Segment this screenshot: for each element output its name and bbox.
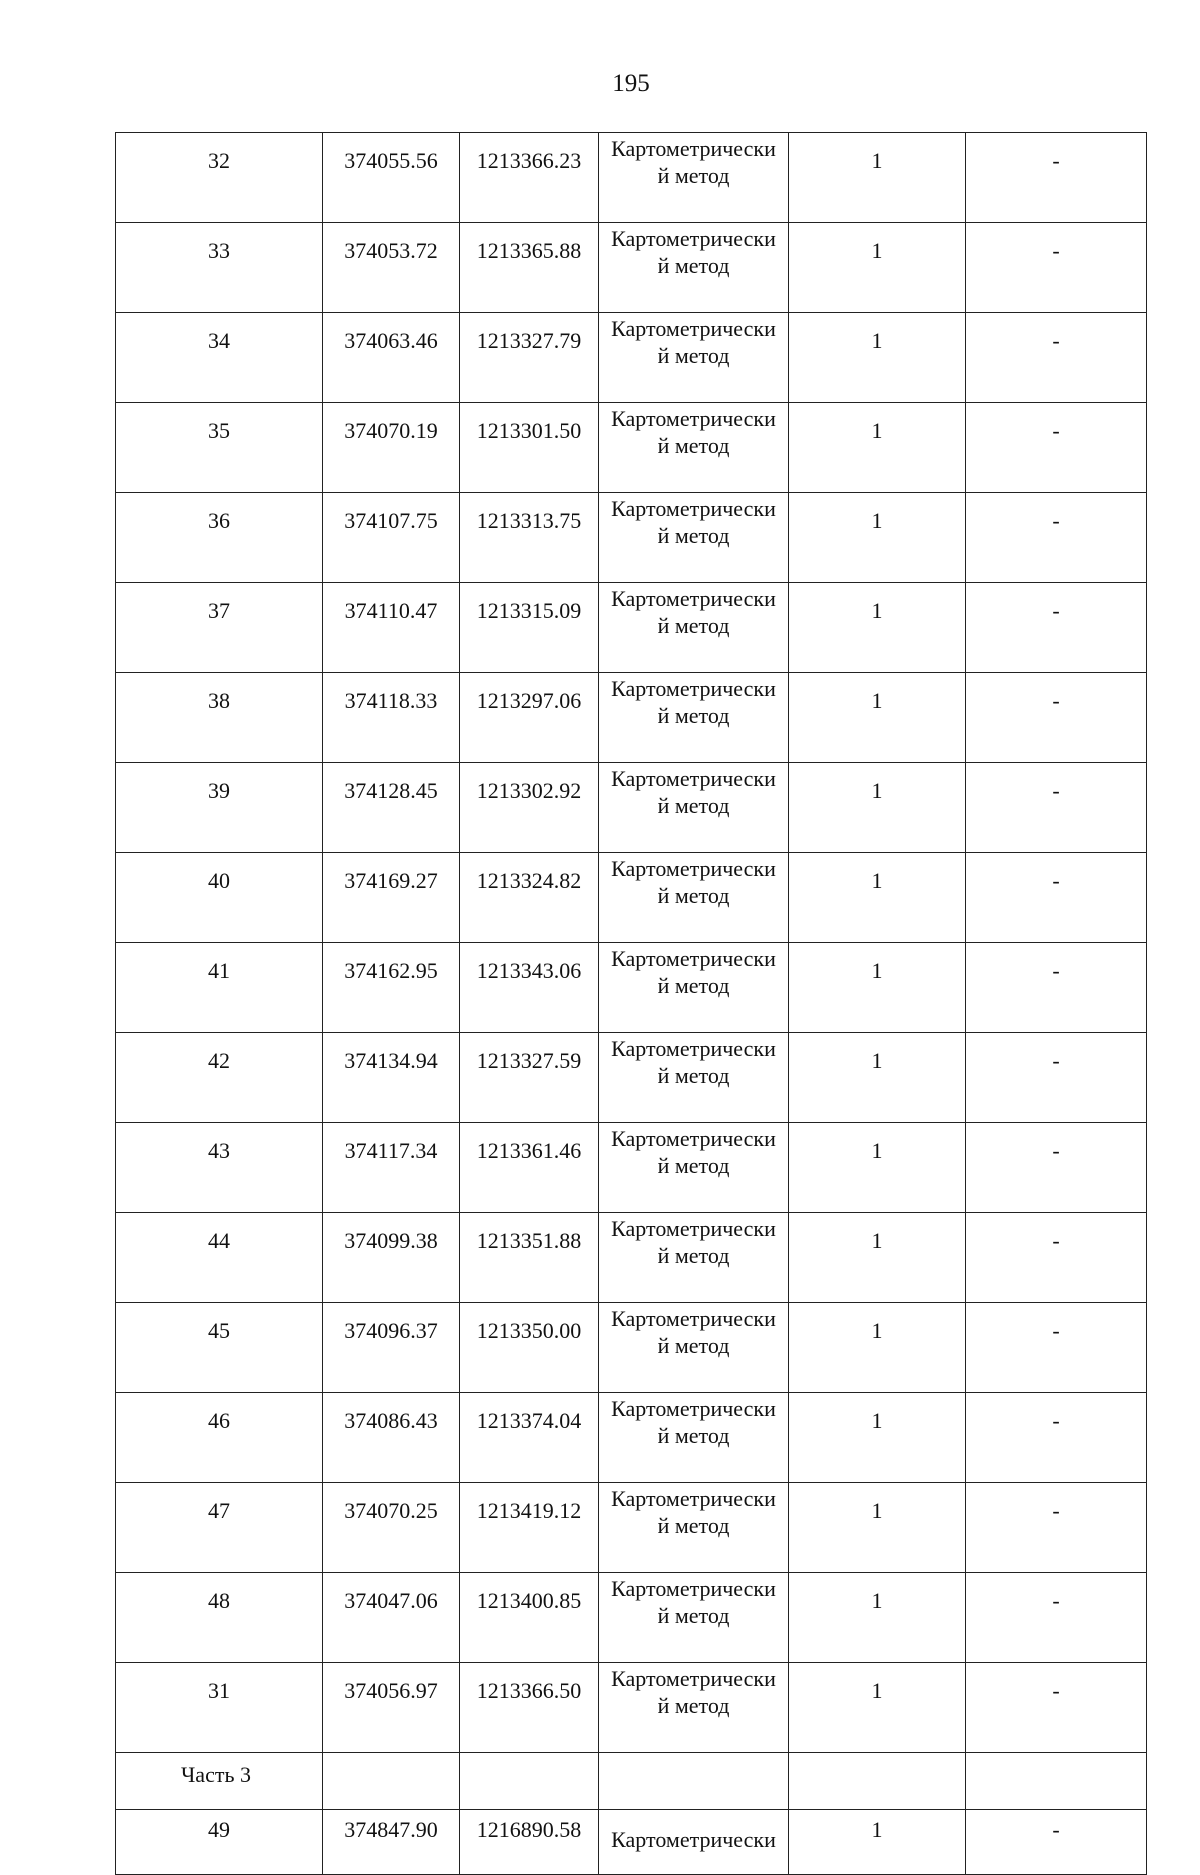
method-line-1: Картометрически — [611, 1486, 776, 1511]
table-row — [116, 1213, 1147, 1303]
note: - — [966, 943, 1147, 1033]
accuracy: 1 — [789, 763, 966, 853]
note: - — [966, 583, 1147, 673]
note: - — [966, 763, 1147, 853]
accuracy: 1 — [789, 1663, 966, 1753]
coord-x: 374169.27 — [323, 853, 460, 943]
method — [599, 1393, 789, 1483]
note: - — [966, 1033, 1147, 1123]
method-line-1: Картометрически — [611, 1036, 776, 1061]
table-row — [116, 583, 1147, 673]
point-number: 42 — [116, 1033, 323, 1123]
table-row — [116, 943, 1147, 1033]
coord-y: 1213366.23 — [460, 133, 599, 223]
coord-y: 1216890.58 — [460, 1810, 599, 1875]
coord-y: 1213327.59 — [460, 1033, 599, 1123]
method — [599, 133, 789, 223]
method-line-1: Картометрически — [611, 136, 776, 161]
note: - — [966, 1213, 1147, 1303]
accuracy: 1 — [789, 1303, 966, 1393]
accuracy: 1 — [789, 853, 966, 943]
method — [599, 403, 789, 493]
accuracy: 1 — [789, 1573, 966, 1663]
table-row — [116, 1033, 1147, 1123]
note: - — [966, 1663, 1147, 1753]
accuracy: 1 — [789, 1033, 966, 1123]
coord-x: 374128.45 — [323, 763, 460, 853]
table-row — [116, 1483, 1147, 1573]
point-number: 37 — [116, 583, 323, 673]
method-line-2: й метод — [657, 613, 730, 638]
table-row — [116, 133, 1147, 223]
table-row — [116, 1393, 1147, 1483]
coord-y: 1213313.75 — [460, 493, 599, 583]
method-line-2: й метод — [657, 1333, 730, 1358]
method — [599, 853, 789, 943]
coord-y: 1213343.06 — [460, 943, 599, 1033]
method: Картометрически — [599, 1810, 789, 1875]
coord-y: 1213315.09 — [460, 583, 599, 673]
method-line-2: й метод — [657, 433, 730, 458]
empty-cell — [966, 1753, 1147, 1810]
method-line-1: Картометрически — [611, 1126, 776, 1151]
note: - — [966, 1573, 1147, 1663]
method — [599, 1663, 789, 1753]
method — [599, 583, 789, 673]
method — [599, 1033, 789, 1123]
method-line-1: Картометрически — [611, 1306, 776, 1331]
method-line-1: Картометрически — [611, 496, 776, 521]
method-line-2: й метод — [657, 793, 730, 818]
coord-y: 1213366.50 — [460, 1663, 599, 1753]
accuracy: 1 — [789, 1123, 966, 1213]
method-line-1: Картометрически — [611, 586, 776, 611]
point-number: 48 — [116, 1573, 323, 1663]
coord-x: 374099.38 — [323, 1213, 460, 1303]
part-header-row — [116, 1753, 1147, 1810]
method — [599, 763, 789, 853]
accuracy: 1 — [789, 1810, 966, 1875]
coord-x: 374056.97 — [323, 1663, 460, 1753]
method-line-1: Картометрически — [611, 226, 776, 251]
method-line-2: й метод — [657, 1063, 730, 1088]
accuracy: 1 — [789, 1393, 966, 1483]
table-row — [116, 223, 1147, 313]
page-number: 195 — [612, 70, 650, 97]
method-line-2: й метод — [657, 1243, 730, 1268]
accuracy: 1 — [789, 673, 966, 763]
coord-x: 374063.46 — [323, 313, 460, 403]
empty-cell — [323, 1753, 460, 1810]
method-line-2: й метод — [657, 343, 730, 368]
point-number: 32 — [116, 133, 323, 223]
method-line-1: Картометрически — [611, 1666, 776, 1691]
empty-cell — [460, 1753, 599, 1810]
note: - — [966, 1123, 1147, 1213]
note: - — [966, 1393, 1147, 1483]
note: - — [966, 493, 1147, 583]
method-line-2: й метод — [657, 1153, 730, 1178]
method-line-2: й метод — [657, 163, 730, 188]
method — [599, 1123, 789, 1213]
coord-y: 1213365.88 — [460, 223, 599, 313]
method-line-1: Картометрически — [611, 406, 776, 431]
coord-y: 1213302.92 — [460, 763, 599, 853]
accuracy: 1 — [789, 493, 966, 583]
method-line-2: й метод — [657, 253, 730, 278]
method-line-1: Картометрически — [611, 1216, 776, 1241]
coord-x: 374070.19 — [323, 403, 460, 493]
note: - — [966, 1303, 1147, 1393]
coord-x: 374847.90 — [323, 1810, 460, 1875]
coord-x: 374055.56 — [323, 133, 460, 223]
point-number: 49 — [116, 1810, 323, 1875]
coord-y: 1213351.88 — [460, 1213, 599, 1303]
method — [599, 493, 789, 583]
note: - — [966, 313, 1147, 403]
method — [599, 943, 789, 1033]
point-number: 46 — [116, 1393, 323, 1483]
table-row — [116, 763, 1147, 853]
point-number: 36 — [116, 493, 323, 583]
point-number: 39 — [116, 763, 323, 853]
coord-x: 374118.33 — [323, 673, 460, 763]
accuracy: 1 — [789, 133, 966, 223]
accuracy: 1 — [789, 1213, 966, 1303]
table-row — [116, 853, 1147, 943]
method-line-1: Картометрически — [611, 766, 776, 791]
coord-y: 1213301.50 — [460, 403, 599, 493]
empty-cell — [789, 1753, 966, 1810]
table-row — [116, 403, 1147, 493]
note: - — [966, 133, 1147, 223]
point-number: 43 — [116, 1123, 323, 1213]
coord-y: 1213374.04 — [460, 1393, 599, 1483]
note: - — [966, 1483, 1147, 1573]
point-number: 44 — [116, 1213, 323, 1303]
point-number: 33 — [116, 223, 323, 313]
coord-x: 374096.37 — [323, 1303, 460, 1393]
point-number: 45 — [116, 1303, 323, 1393]
point-number: 47 — [116, 1483, 323, 1573]
coord-x: 374107.75 — [323, 493, 460, 583]
method-line-1: Картометрически — [611, 1396, 776, 1421]
coord-y: 1213327.79 — [460, 313, 599, 403]
method-line-1: Картометрически — [611, 856, 776, 881]
method — [599, 223, 789, 313]
coord-y: 1213400.85 — [460, 1573, 599, 1663]
method — [599, 313, 789, 403]
note: - — [966, 1810, 1147, 1875]
accuracy: 1 — [789, 223, 966, 313]
method-line-2: й метод — [657, 1693, 730, 1718]
method-line-2: й метод — [657, 973, 730, 998]
table-row — [116, 1573, 1147, 1663]
method — [599, 1213, 789, 1303]
note: - — [966, 673, 1147, 763]
accuracy: 1 — [789, 403, 966, 493]
point-number: 38 — [116, 673, 323, 763]
point-number: 35 — [116, 403, 323, 493]
coord-y: 1213350.00 — [460, 1303, 599, 1393]
coord-x: 374047.06 — [323, 1573, 460, 1663]
table-body — [116, 133, 1147, 1753]
coord-x: 374086.43 — [323, 1393, 460, 1483]
table-row — [116, 673, 1147, 763]
method-line-1: Картометрически — [611, 1576, 776, 1601]
accuracy: 1 — [789, 943, 966, 1033]
method-line-2: й метод — [657, 883, 730, 908]
coord-x: 374134.94 — [323, 1033, 460, 1123]
method-line-1: Картометрически — [611, 316, 776, 341]
note: - — [966, 223, 1147, 313]
table-row — [116, 1303, 1147, 1393]
table-row — [116, 1810, 1147, 1875]
point-number: 40 — [116, 853, 323, 943]
table-row — [116, 1123, 1147, 1213]
coord-x: 374070.25 — [323, 1483, 460, 1573]
coord-y: 1213324.82 — [460, 853, 599, 943]
accuracy: 1 — [789, 1483, 966, 1573]
method — [599, 1483, 789, 1573]
coordinates-table — [115, 132, 1147, 1875]
method-line-1: Картометрически — [611, 946, 776, 971]
coord-x: 374117.34 — [323, 1123, 460, 1213]
accuracy: 1 — [789, 583, 966, 673]
method-line-2: й метод — [657, 1603, 730, 1628]
table-row — [116, 1663, 1147, 1753]
method — [599, 1573, 789, 1663]
point-number: 41 — [116, 943, 323, 1033]
part-label: Часть 3 — [116, 1753, 323, 1810]
coord-x: 374162.95 — [323, 943, 460, 1033]
point-number: 34 — [116, 313, 323, 403]
method-line-1: Картометрически — [611, 676, 776, 701]
note: - — [966, 853, 1147, 943]
note: - — [966, 403, 1147, 493]
coord-y: 1213419.12 — [460, 1483, 599, 1573]
method-line-2: й метод — [657, 1513, 730, 1538]
point-number: 31 — [116, 1663, 323, 1753]
table-row — [116, 493, 1147, 583]
coord-x: 374110.47 — [323, 583, 460, 673]
coord-y: 1213297.06 — [460, 673, 599, 763]
accuracy: 1 — [789, 313, 966, 403]
empty-cell — [599, 1753, 789, 1810]
method — [599, 1303, 789, 1393]
method-line-2: й метод — [657, 1423, 730, 1448]
method — [599, 673, 789, 763]
coord-y: 1213361.46 — [460, 1123, 599, 1213]
method-line-2: й метод — [657, 523, 730, 548]
method-line-2: й метод — [657, 703, 730, 728]
table-row — [116, 313, 1147, 403]
coord-x: 374053.72 — [323, 223, 460, 313]
